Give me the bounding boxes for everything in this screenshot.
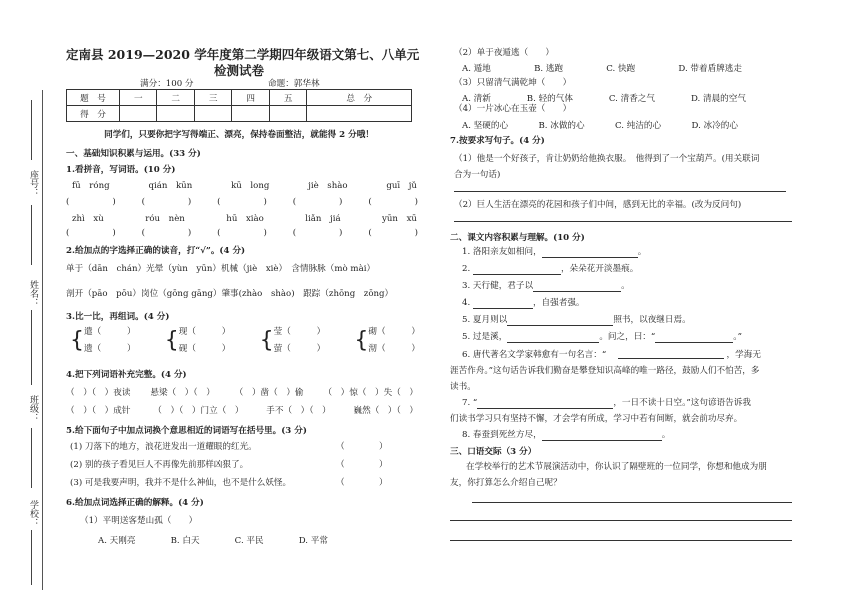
pinyin: zhì xù — [72, 214, 104, 224]
option: A. 清新 — [462, 94, 491, 104]
full-marks: 满分：100 分 — [140, 79, 194, 89]
score-input[interactable] — [269, 106, 306, 122]
recite-blank[interactable] — [533, 281, 621, 292]
q6-4-question[interactable]: （4）一片冰心在玉壶（ ） — [454, 104, 572, 114]
exam-title-line2: 检测试卷 — [213, 63, 264, 78]
recite-8-line1 — [462, 396, 751, 409]
idiom-item[interactable]: （ ）惊（ ）失（ ） — [323, 388, 418, 398]
recite-text: 。 — [637, 247, 647, 257]
score-input[interactable] — [194, 106, 231, 122]
seat-blank-top[interactable] — [31, 100, 32, 160]
pinyin: guī jǔ — [386, 181, 417, 191]
option: A. 坚硬的心 — [462, 121, 509, 131]
idiom-item[interactable]: 巍然（ ）（ ） — [353, 406, 418, 416]
seat-blank[interactable] — [31, 205, 32, 265]
q6-1-question[interactable]: （1）平明送客楚山孤（ ） — [80, 516, 198, 526]
score-input[interactable] — [157, 106, 194, 122]
score-table-header-row — [67, 90, 412, 106]
recite-1 — [462, 245, 646, 258]
option: B. 白天 — [170, 536, 200, 546]
recite-text: 8. 春蚕到死丝方尽， — [462, 430, 542, 440]
option: B. 逃跑 — [534, 64, 564, 74]
class-blank[interactable] — [31, 428, 32, 488]
school-blank[interactable] — [31, 530, 32, 585]
pinyin: liǎn jiá — [305, 214, 341, 224]
answer-row-2[interactable]: ( ) ( ) ( ) ( ) ( ) — [66, 228, 418, 238]
q5-answer-3[interactable]: （ ） — [336, 478, 388, 488]
q7-2-question: （2）巨人生活在漂亮的花园和孩子们中间，感到无比的幸福。(改为反问句) — [454, 200, 742, 210]
recite-text: 4. — [462, 298, 473, 308]
option: B. 轻的气体 — [526, 94, 573, 104]
q1-heading: 1.看拼音，写词语。(10 分) — [66, 165, 176, 175]
recite-blank[interactable] — [473, 264, 561, 275]
section-3-heading: 三、口语交际（3 分） — [450, 447, 537, 457]
recite-2 — [462, 262, 638, 275]
binding-line — [42, 90, 43, 590]
score-cell: 一 — [120, 90, 157, 106]
recite-8-line2: 们读书学习只有坚持不懈，才会学有所成，学习中若有间断，就会前功尽弃。 — [450, 414, 743, 424]
q7-1-answer-line[interactable] — [454, 191, 786, 192]
compare-item[interactable]: 萤（ ） — [273, 344, 326, 354]
score-input[interactable] — [232, 106, 269, 122]
q7-2-answer-line[interactable] — [454, 221, 792, 222]
option: C. 清香之气 — [608, 94, 655, 104]
recite-text: ，朵朵花开淡墨痕。 — [560, 264, 639, 274]
idiom-item[interactable]: 悬梁（ ）（ ） — [150, 388, 215, 398]
q4-heading: 4.把下列词语补充完整。(4 分) — [66, 370, 187, 380]
recite-3 — [462, 279, 630, 292]
oral-answer-line[interactable] — [450, 540, 792, 541]
q6-1-options — [98, 534, 328, 546]
compare-item[interactable]: 砌（ ） — [368, 327, 420, 337]
recite-text: 2. — [462, 264, 473, 274]
brace-icon: { — [259, 328, 274, 353]
q7-heading: 7.按要求写句子。(4 分) — [450, 136, 545, 146]
exam-title-line1: 定南县 2019—2020 学年度第二学期四年级语文第七、八单元 — [66, 47, 420, 62]
q6-2-options — [462, 62, 742, 74]
compare-item[interactable]: 遗（ ） — [84, 344, 136, 354]
pinyin: yūn xū — [382, 214, 417, 224]
option: B. 冰做的心 — [538, 121, 585, 131]
q6-4-options — [462, 119, 738, 131]
pinyin-row-1 — [72, 179, 417, 191]
compare-item[interactable]: 遣（ ） — [84, 327, 136, 337]
idiom-row-1 — [66, 386, 418, 398]
option: A. 天刚亮 — [98, 536, 136, 546]
score-cell: 题 号 — [67, 90, 120, 106]
q5-item-2: (2) 别的孩子看见巨人不再像先前那样凶狠了。 — [70, 460, 249, 470]
score-table-score-row — [67, 106, 412, 122]
oral-prompt-line2: 友，你打算怎么介绍自己呢？ — [450, 478, 562, 488]
reading-row-1[interactable]: 单于（dān chán）光晕（yùn yūn）机械（jiè xiè） 含情脉脉（mò mài） — [66, 264, 376, 274]
option: C. 快跑 — [606, 64, 636, 74]
option: D. 清晨的空气 — [690, 94, 746, 104]
q5-answer-2[interactable]: （ ） — [336, 460, 388, 470]
recite-text: ，一日不读十日空。”这句谚语告诉我 — [613, 398, 751, 408]
brace-icon: { — [164, 328, 179, 353]
recite-9 — [462, 428, 670, 441]
pinyin: fū róng — [72, 181, 110, 191]
seat-label: 座号： — [28, 170, 38, 197]
name-blank[interactable] — [31, 310, 32, 385]
brace-icon: { — [354, 328, 369, 353]
notice: 同学们，只要你把字写得端正、漂亮，保持卷面整洁，就能得 2 分哦！ — [104, 130, 374, 140]
recite-text: 7. “ — [462, 398, 478, 408]
score-table — [66, 89, 412, 122]
score-cell: 得 分 — [67, 106, 120, 122]
recite-blank[interactable] — [655, 332, 733, 343]
recite-7-line2: 涯苦作舟。”这句话告诉我们勤奋是攀登知识高峰的唯一路径，鼓励人们不怕苦，多 — [450, 366, 760, 376]
q7-1-line2: 合为一句话) — [454, 170, 501, 180]
idiom-item[interactable]: 手不（ ）（ ） — [266, 406, 331, 416]
compare-group — [70, 324, 136, 358]
answer-row-1[interactable]: ( ) ( ) ( ) ( ) ( ) — [66, 197, 418, 207]
recite-blank[interactable] — [542, 247, 638, 258]
q6-heading: 6.给加点词选择正确的解释。(4 分) — [66, 498, 204, 508]
compare-item[interactable]: 沏（ ） — [368, 344, 420, 354]
score-cell: 五 — [269, 90, 306, 106]
recite-text: 。 — [621, 281, 630, 291]
score-input[interactable] — [120, 106, 157, 122]
q5-answer-1[interactable]: （ ） — [336, 442, 388, 452]
score-cell: 四 — [232, 90, 269, 106]
recite-6 — [462, 330, 742, 343]
pinyin: hū xiào — [226, 214, 264, 224]
recite-7-line1: 6. 唐代著名文学家韩愈有一句名言：“ ，学海无 — [462, 350, 761, 360]
option: D. 冰冷的心 — [691, 121, 738, 131]
name-label: 姓名： — [28, 280, 38, 307]
idiom-item[interactable]: （ ）（ ）门立（ ） — [153, 406, 244, 416]
recite-text: 照书，以夜继日焉。 — [613, 315, 691, 325]
class-label: 班级： — [28, 395, 38, 422]
q5-item-1: (1) 刀落下的地方，浪花迸发出一道耀眼的红光。 — [70, 442, 257, 452]
pinyin: qián kūn — [148, 181, 193, 191]
recite-7-blank[interactable] — [618, 358, 724, 359]
oral-answer-line[interactable] — [472, 502, 792, 503]
option: C. 纯洁的心 — [615, 121, 662, 131]
recite-blank[interactable] — [473, 298, 533, 309]
reading-row-2[interactable]: 剖开（pāo pōu）岗位（gōng gāng）肇事(zhào shào) 跟踪（zhōng zōng） — [66, 289, 394, 299]
section-2-heading: 二、课文内容积累与理解。(10 分) — [450, 233, 585, 243]
compare-item[interactable]: 砚（ ） — [178, 344, 231, 354]
recite-text: 3. 天行健，君子以 — [462, 281, 534, 291]
q6-3-question[interactable]: （3）只留清气满乾坤（ ） — [454, 78, 572, 88]
pinyin-row-2 — [72, 212, 417, 224]
compare-group — [354, 324, 420, 358]
idiom-item[interactable]: （ ）（ ）夜读 — [66, 388, 131, 398]
q2-heading: 2.给加点的字选择正确的读音，打“√”。(4 分) — [66, 246, 246, 256]
recite-blank[interactable] — [542, 430, 662, 441]
recite-text: ，自强者强。 — [532, 298, 585, 308]
pinyin: kū long — [231, 181, 270, 191]
recite-text: 1. 洛阳亲友如相问， — [462, 247, 542, 257]
compare-item[interactable]: 现（ ） — [178, 327, 231, 337]
compare-row — [70, 324, 420, 358]
q3-heading: 3.比一比，再组词。(4 分) — [66, 312, 170, 322]
author: 命题：郭华林 — [268, 79, 320, 89]
recite-7-line3: 读书。 — [450, 382, 476, 392]
recite-text: 。问之，曰：“ — [599, 332, 656, 342]
option: D. 平常 — [298, 536, 328, 546]
recite-4 — [462, 296, 585, 309]
oral-answer-line[interactable] — [450, 520, 792, 521]
score-cell: 总 分 — [307, 90, 412, 106]
q6-2-question[interactable]: （2）单于夜遁逃（ ） — [454, 48, 554, 58]
recite-text: 。 — [661, 430, 671, 440]
q7-1-line1: （1）他是一个好孩子，肯让奶奶给他换衣服。 他得到了一个宝葫芦。(用关联词 — [454, 154, 760, 164]
recite-blank[interactable] — [507, 315, 613, 326]
score-cell: 三 — [194, 90, 231, 106]
option: D. 带着盾牌逃走 — [678, 64, 742, 74]
recite-blank[interactable] — [507, 332, 599, 343]
score-cell: 二 — [157, 90, 194, 106]
option: A. 遁地 — [462, 64, 491, 74]
recite-5 — [462, 313, 691, 326]
recite-text: 。” — [733, 332, 742, 342]
option: C. 平民 — [234, 536, 264, 546]
q5-heading: 5.给下面句子中加点词换个意思相近的词语写在括号里。(3 分) — [66, 426, 307, 436]
recite-text: 5. 夏月则以 — [462, 315, 508, 325]
recite-blank[interactable] — [477, 398, 613, 409]
oral-prompt-line1: 在学校举行的艺术节展演活动中，你认识了隔壁班的一位同学，你想和他成为朋 — [466, 462, 767, 472]
school-label: 学校： — [28, 500, 38, 527]
compare-group — [260, 324, 326, 358]
pinyin: róu nèn — [145, 214, 185, 224]
compare-item[interactable]: 莹（ ） — [273, 327, 326, 337]
idiom-item[interactable]: （ ）凿（ ）偷 — [234, 388, 304, 398]
recite-text: 5. 过是溪， — [462, 332, 508, 342]
idiom-item[interactable]: （ ）（ ）成针 — [66, 406, 131, 416]
compare-group — [165, 324, 231, 358]
section-1-heading: 一、基础知识积累与运用。(33 分) — [66, 149, 201, 159]
q5-item-3: (3) 可是我要声明，我并不是什么神仙，也不是什么妖怪。 — [70, 478, 292, 488]
idiom-row-2 — [66, 404, 418, 416]
brace-icon: { — [70, 328, 84, 353]
pinyin: jiè shào — [308, 181, 348, 191]
score-input[interactable] — [307, 106, 412, 122]
